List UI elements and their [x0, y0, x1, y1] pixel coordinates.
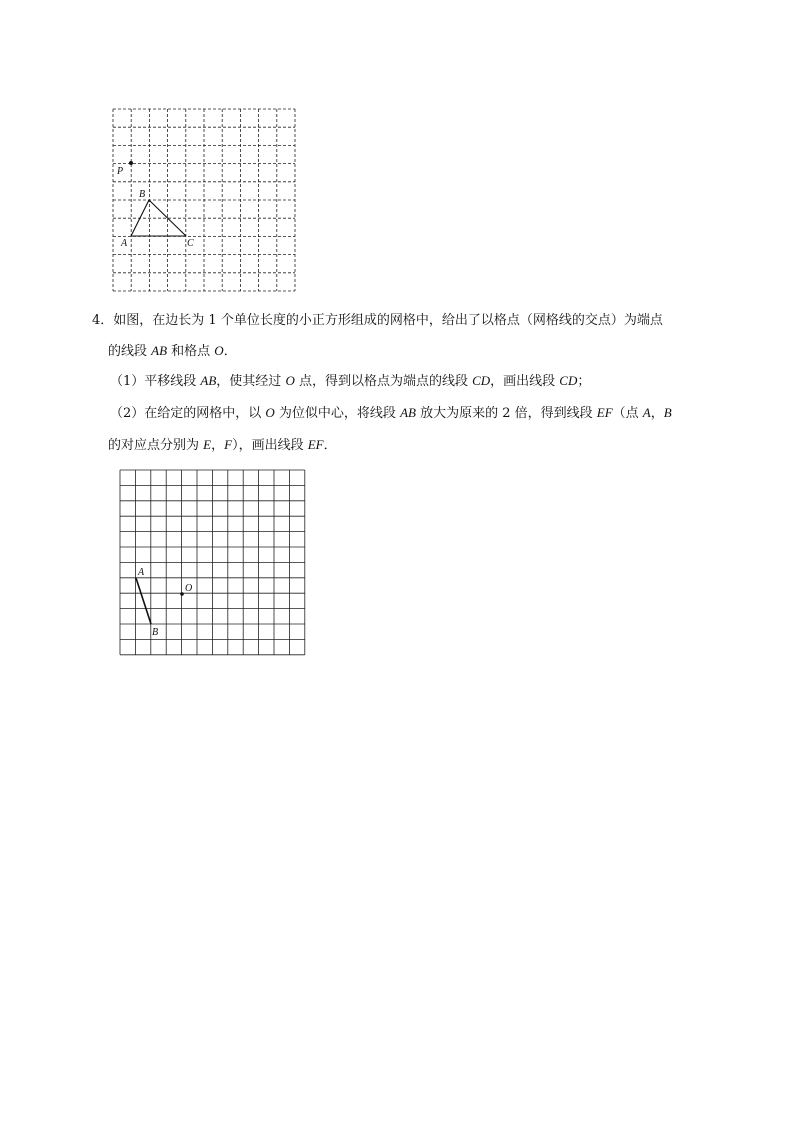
math-a: A	[642, 405, 651, 420]
part-text: ；	[577, 374, 591, 389]
part-text: 点，得到以格点为端点的线段	[294, 374, 473, 389]
part-text: 的对应点分别为	[108, 438, 204, 453]
label-a: A	[138, 567, 145, 578]
problem4-part1	[110, 372, 794, 391]
math-ab: AB	[151, 343, 168, 358]
stem-text: 和格点	[167, 344, 215, 359]
label-p: P	[117, 166, 124, 177]
problem-number: 4．	[92, 313, 114, 328]
problem4-stem-line2	[108, 342, 794, 361]
point-o	[180, 592, 184, 596]
segment-ab	[136, 578, 151, 624]
math-ab: AB	[400, 405, 416, 420]
problem4-stem-line1	[92, 312, 794, 330]
problem4-part2-cont	[108, 436, 794, 455]
point-p	[129, 161, 133, 165]
stem-text: 如图，在边长为 1 个单位长度的小正方形组成的网格中，给出了以格点（网格线的交点）为端点	[113, 313, 663, 328]
problem4-part2	[110, 404, 794, 423]
math-f: F	[224, 437, 233, 452]
part-text: ，	[211, 438, 225, 453]
part-text: （1）平移线段	[110, 374, 201, 389]
part-text: （点	[612, 406, 643, 421]
label-b: B	[139, 189, 146, 200]
part-text: 放大为原来的 2 倍，得到线段	[415, 406, 597, 421]
dashed-grid	[113, 109, 295, 291]
math-ef: EF	[307, 437, 324, 452]
math-o: O	[285, 373, 295, 388]
math-o: O	[214, 343, 224, 358]
part-text: ，使其经过	[216, 374, 286, 389]
math-cd: CD	[559, 373, 578, 388]
stem-text: ．	[223, 344, 237, 359]
label-o: O	[185, 583, 193, 594]
label-a: A	[121, 238, 128, 249]
stem-text: 的线段	[108, 344, 152, 359]
math-cd: CD	[472, 373, 491, 388]
part-text: ．	[323, 438, 337, 453]
math-ab: AB	[200, 373, 217, 388]
math-ef: EF	[596, 405, 613, 420]
math-o: O	[265, 405, 275, 420]
label-b: B	[152, 627, 159, 638]
part-text: （2）在给定的网格中，以	[110, 406, 266, 421]
math-b: B	[663, 405, 672, 420]
figure-segment-grid	[108, 458, 318, 668]
figure-triangle-grid	[100, 100, 310, 300]
label-c: C	[187, 238, 194, 249]
part-text: ，	[650, 406, 664, 421]
part-text: ），画出线段	[232, 438, 308, 453]
part-text: ，画出线段	[490, 374, 560, 389]
math-e: E	[203, 437, 212, 452]
part-text: 为位似中心，将线段	[274, 406, 401, 421]
solid-grid	[120, 470, 305, 655]
